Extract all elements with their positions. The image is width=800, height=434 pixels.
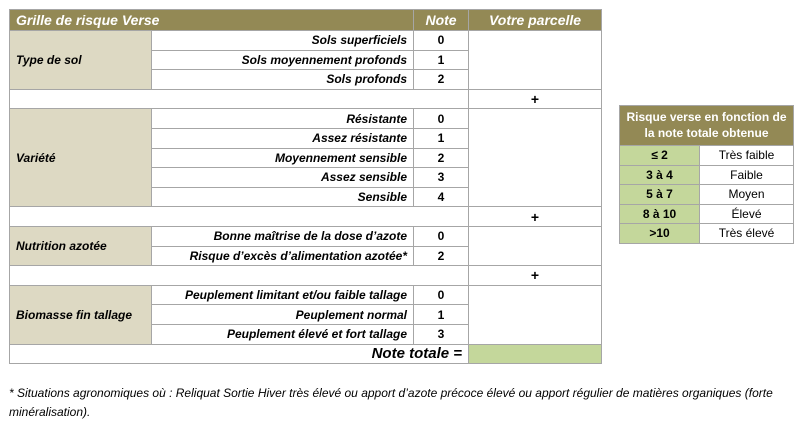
criterion-row [10, 226, 602, 246]
criterion-note: 0 [414, 226, 469, 246]
parcelle-input-cell[interactable] [469, 226, 602, 265]
parcelle-column-header: Votre parcelle [469, 10, 602, 31]
separator-blank [10, 207, 469, 227]
total-input-cell[interactable] [469, 344, 602, 364]
criterion-label: Peuplement élevé et fort tallage [152, 324, 414, 344]
legend-level: Moyen [700, 185, 794, 205]
total-label: Note totale = [10, 344, 469, 364]
plus-sign: + [469, 89, 602, 109]
separator-row [10, 89, 602, 109]
criterion-label: Résistante [152, 109, 414, 129]
criterion-label: Sols moyennement profonds [152, 50, 414, 70]
legend-range: 3 à 4 [620, 165, 700, 185]
grid-title: Grille de risque Verse [10, 10, 414, 31]
category-label: Nutrition azotée [10, 226, 152, 265]
legend-row [620, 165, 794, 185]
legend-range: 5 à 7 [620, 185, 700, 205]
separator-row [10, 207, 602, 227]
risk-legend-body [620, 106, 794, 244]
category-label: Variété [10, 109, 152, 207]
risk-legend-table [619, 105, 794, 244]
separator-blank [10, 266, 469, 286]
criterion-label: Sols superficiels [152, 31, 414, 51]
criterion-note: 4 [414, 187, 469, 207]
criterion-note: 2 [414, 148, 469, 168]
category-label: Type de sol [10, 31, 152, 90]
criterion-label: Assez résistante [152, 128, 414, 148]
legend-title: Risque verse en fonction de la note totale obtenue [620, 106, 794, 146]
plus-sign: + [469, 266, 602, 286]
criterion-row [10, 109, 602, 129]
criterion-label: Bonne maîtrise de la dose d’azote [152, 226, 414, 246]
criterion-note: 1 [414, 305, 469, 325]
criterion-note: 3 [414, 168, 469, 188]
legend-range: ≤ 2 [620, 146, 700, 166]
criterion-note: 1 [414, 128, 469, 148]
parcelle-input-cell[interactable] [469, 31, 602, 90]
criterion-note: 0 [414, 285, 469, 305]
footnote: * Situations agronomiques où : Reliquat Sortie Hiver très élevé ou apport d’azote précoce élevé ou apport régulier de matières organiques (forte minéralisation). [9, 386, 773, 419]
note-column-header: Note [414, 10, 469, 31]
legend-row [620, 146, 794, 166]
separator-blank [10, 89, 469, 109]
criterion-label: Risque d’excès d’alimentation azotée* [152, 246, 414, 266]
grid-header-row [10, 10, 602, 31]
criterion-row [10, 285, 602, 305]
category-label: Biomasse fin tallage [10, 285, 152, 344]
criterion-note: 3 [414, 324, 469, 344]
legend-row [620, 204, 794, 224]
parcelle-input-cell[interactable] [469, 285, 602, 344]
legend-level: Très faible [700, 146, 794, 166]
criterion-row [10, 31, 602, 51]
criterion-note: 0 [414, 109, 469, 129]
criterion-label: Assez sensible [152, 168, 414, 188]
criterion-note: 0 [414, 31, 469, 51]
legend-row [620, 185, 794, 205]
legend-level: Faible [700, 165, 794, 185]
legend-level: Élevé [700, 204, 794, 224]
criterion-note: 2 [414, 246, 469, 266]
criterion-label: Sols profonds [152, 70, 414, 90]
criterion-label: Peuplement limitant et/ou faible tallage [152, 285, 414, 305]
legend-level: Très élevé [700, 224, 794, 244]
criterion-label: Moyennement sensible [152, 148, 414, 168]
criterion-label: Sensible [152, 187, 414, 207]
criterion-label: Peuplement normal [152, 305, 414, 325]
criterion-note: 2 [414, 70, 469, 90]
parcelle-input-cell[interactable] [469, 109, 602, 207]
legend-range: 8 à 10 [620, 204, 700, 224]
separator-row [10, 344, 602, 364]
separator-row [10, 266, 602, 286]
risk-grid-body [10, 10, 602, 364]
criterion-note: 1 [414, 50, 469, 70]
legend-range: >10 [620, 224, 700, 244]
risk-grid-table [9, 9, 602, 364]
plus-sign: + [469, 207, 602, 227]
legend-row [620, 224, 794, 244]
legend-header-row [620, 106, 794, 146]
